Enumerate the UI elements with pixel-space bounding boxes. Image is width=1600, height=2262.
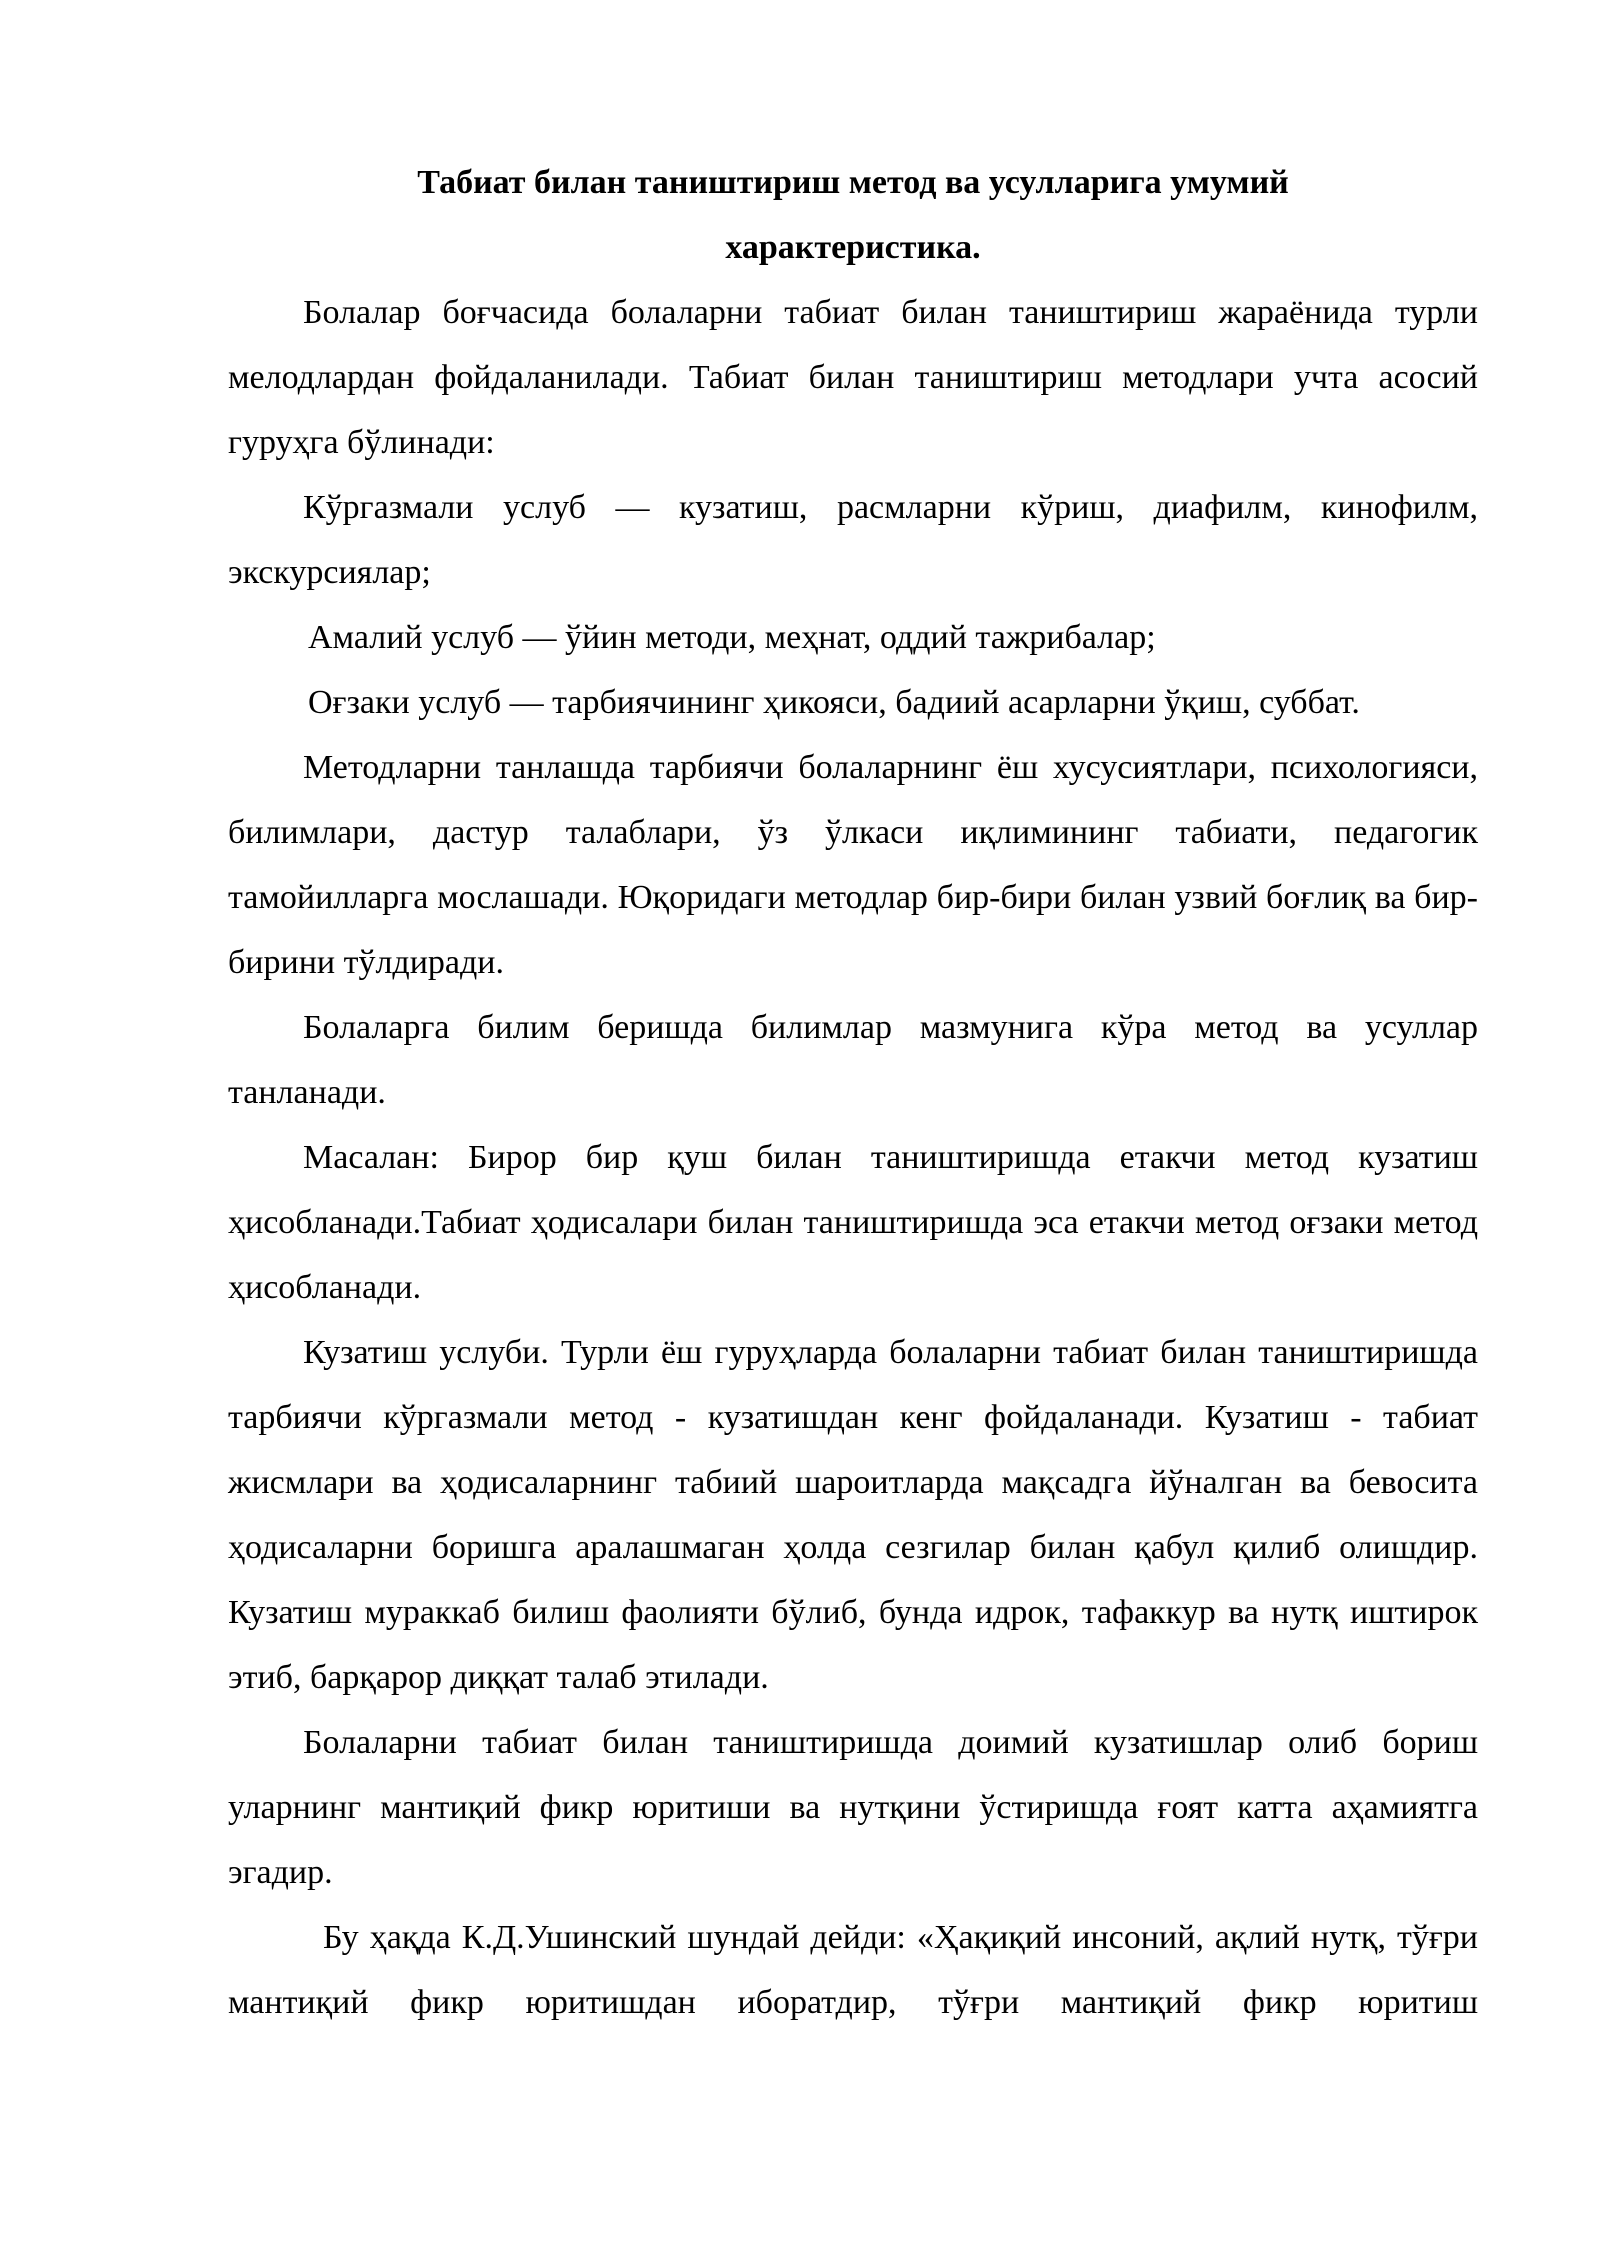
paragraph-ushinsky-quote: Бу ҳақда К.Д.Ушинский шундай дейди: «Ҳақиқий инсоний, ақлий нутқ, тўғри мантиқий фикр юритишдан иборатдир, тўғри мантиқий фикр юритиш [228, 1919, 1478, 2021]
paragraph-verbal-method: Оғзаки услуб — тарбиячининг ҳикояси, бадиий асарларни ўқиш, суббат. [308, 684, 1360, 721]
paragraph-example: Масалан: Бирор бир қуш билан таништиришда етакчи метод кузатиш ҳисобланади.Табиат ҳодисалари билан таништиришда эса етакчи метод оғзаки метод ҳисобланади. [228, 1139, 1478, 1306]
paragraph-observation: Кузатиш услуби. Турли ёш гуруҳларда болаларни табиат билан таништиришда тарбиячи кўргазмали метод - кузатишдан кенг фойдаланади. Кузатиш - табиат жисмлари ва ҳодисаларнинг табиий шароитларда мақсадга йўналган ва бевосита ҳодисаларни боришга аралашмаган ҳолда сезгилар билан қабул қилиб олишдир. Кузатиш мураккаб билиш фаолияти бўлиб, бунда идрок, тафаккур ва нутқ иштирок этиб, барқарор диққат талаб этилади. [228, 1334, 1478, 1696]
paragraph-intro: Болалар боғчасида болаларни табиат билан таништириш жараёнида турли мелодлардан фойдаланилади. Табиат билан таништириш методлари учта асосий гуруҳга бўлинади: [228, 294, 1478, 461]
document-title [228, 150, 1478, 280]
paragraph-method-choice: Методларни танлашда тарбиячи болаларнинг ёш хусусиятлари, психологияси, билимлари, дастур талаблари, ўз ўлкаси иқлимининг табиати, педагогик тамойилларга мослашади. Юқоридаги методлар бир-бири билан узвий боғлиқ ва бир-бирини тўлдиради. [228, 749, 1478, 981]
paragraph-knowledge: Болаларга билим беришда билимлар мазмунига кўра метод ва усуллар танланади. [228, 1009, 1478, 1111]
document-page [228, 150, 1478, 2035]
paragraph-practical-method: Амалий услуб — ўйин методи, меҳнат, оддий тажрибалар; [308, 619, 1156, 656]
title-line-1: Табиат билан таништириш метод ва усулларига умумий [417, 164, 1289, 201]
paragraph-regular-observation: Болаларни табиат билан таништиришда доимий кузатишлар олиб бориш уларнинг мантиқий фикр юритиши ва нутқини ўстиришда ғоят катта аҳамиятга эгадир. [228, 1724, 1478, 1891]
paragraph-visual-method: Кўргазмали услуб — кузатиш, расмларни кўриш, диафилм, кинофилм, экскурсиялар; [228, 489, 1478, 591]
title-line-2: характеристика. [725, 229, 981, 266]
